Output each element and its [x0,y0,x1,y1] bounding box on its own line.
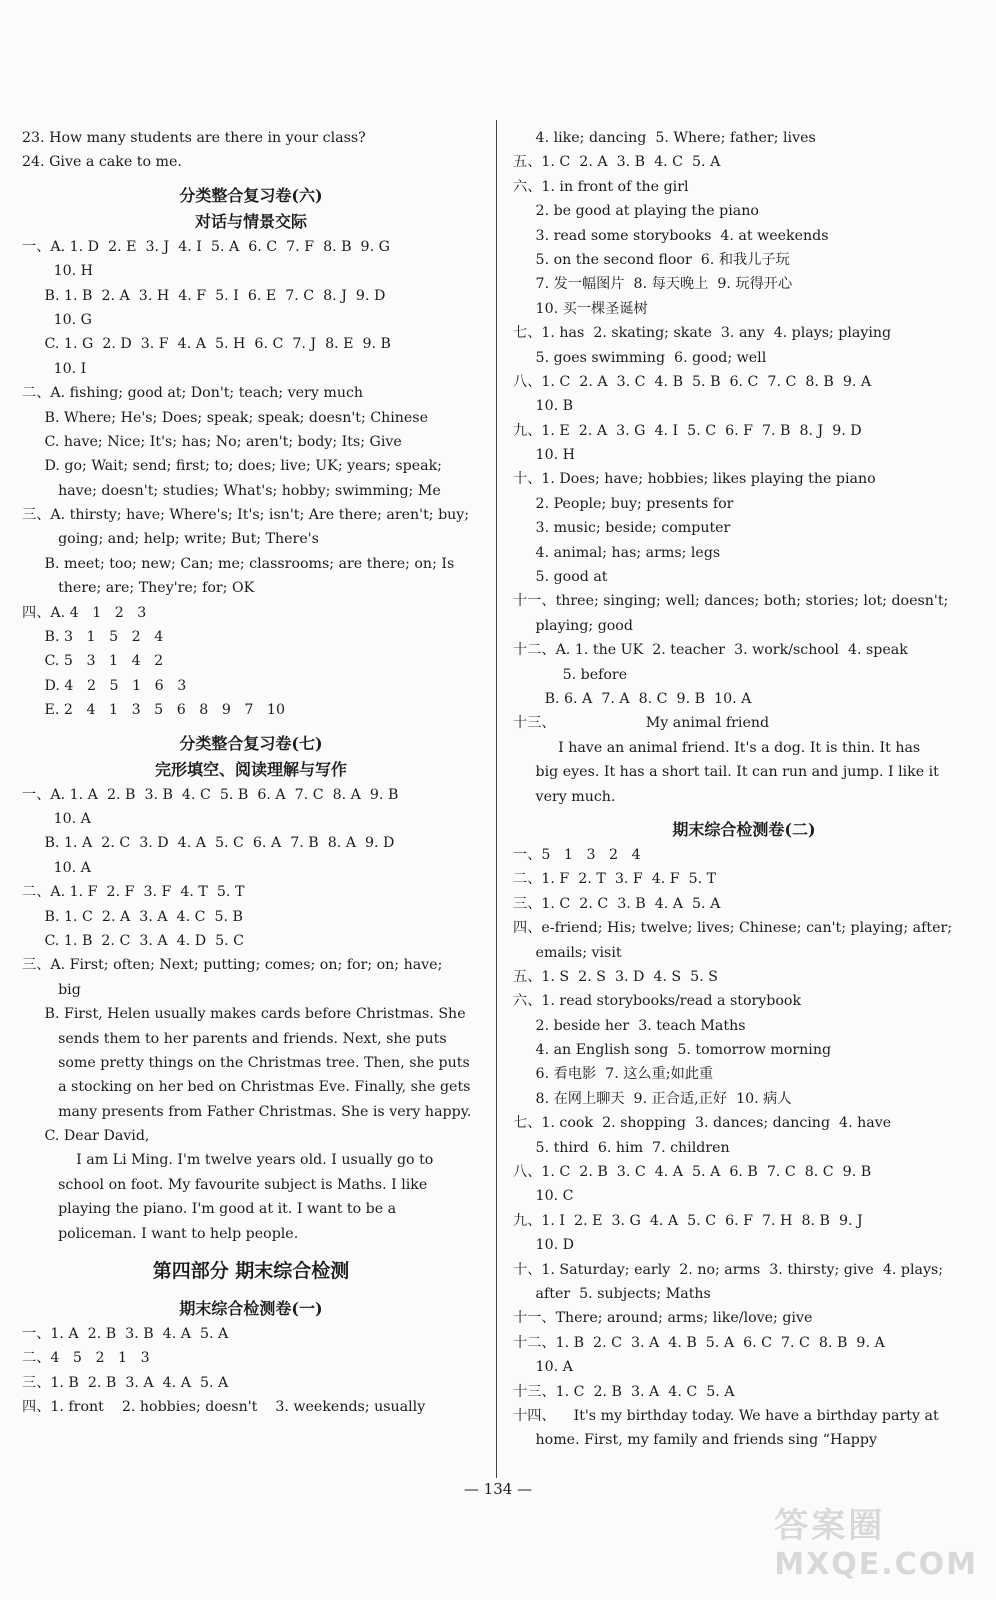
answer-line: after 5. subjects; Maths [513,1285,711,1302]
answer-line: playing; good [513,617,633,634]
answer-line: a stocking on her bed on Christmas Eve. Finally, she gets [22,1079,471,1096]
spacer [22,1246,480,1254]
answer-line: 10. C [513,1188,574,1205]
answer-line: 2. beside her 3. teach Maths [513,1017,746,1034]
answer-line: 5. good at [513,569,608,586]
answer-line: B. 1. B 2. A 3. H 4. F 5. I 6. E 7. C 8. J 9. D [22,287,386,304]
answer-line: 九、1. I 2. E 3. G 4. A 5. C 6. F 7. H 8. B 9. J [513,1212,863,1229]
answer-line: 六、1. in front of the girl [513,178,689,195]
answer-line: 三、1. B 2. B 3. A 4. A 5. A [22,1374,229,1391]
answer-line: 4. like; dancing 5. Where; father; lives [513,130,816,146]
answer-line: big eyes. It has a short tail. It can run and jump. I like it [513,764,939,781]
answer-line: 10. A [513,1359,573,1376]
answer-line: 二、1. F 2. T 3. F 4. F 5. T [513,871,717,888]
answer-line: C. Dear David, [22,1128,150,1145]
watermark-logo [774,1498,978,1582]
answer-line: 一、A. 1. A 2. B 3. B 4. C 5. B 6. A 7. C 8. A 9. B [22,786,399,803]
spacer [22,175,480,183]
answer-line: many presents from Father Christmas. She is very happy. [22,1103,472,1120]
answer-line: 4. animal; has; arms; legs [513,544,721,561]
answer-line: 八、1. C 2. A 3. C 4. B 5. B 6. C 7. C 8. B 9. A [513,373,872,390]
answer-line: 十三、 My animal friend [513,715,770,732]
answer-line: 2. People; buy; presents for [513,495,734,512]
answer-line: school on foot. My favourite subject is Maths. I like [22,1176,428,1193]
answer-line: 10. 买一棵圣诞树 [513,300,648,317]
answer-line: B. meet; too; new; Can; me; classrooms; are there; on; Is [22,555,455,572]
answer-line: 2. be good at playing the piano [513,203,759,220]
answer-line: 3. read some storybooks 4. at weekends [513,227,829,244]
answer-line: 6. 看电影 7. 这么重;如此重 [513,1066,714,1083]
answer-line: sends them to her parents and friends. Next, she puts [22,1030,447,1047]
answer-line: 三、1. C 2. C 3. B 4. A 5. A [513,895,721,912]
answer-line: 10. I [22,360,87,377]
answer-line: 十三、1. C 2. B 3. A 4. C 5. A [513,1383,735,1400]
answer-line: 七、1. has 2. skating; skate 3. any 4. plays; playing [513,325,892,342]
answer-line: 十二、1. B 2. C 3. A 4. B 5. A 6. C 7. C 8. B 9. A [513,1334,885,1351]
section-heading: 对话与情景交际 [194,211,307,231]
answer-line: home. First, my family and friends sing “Happy [513,1432,877,1449]
answer-line: D. go; Wait; send; first; to; does; live; UK; years; speak; [22,458,442,475]
answer-line: 10. A [22,859,91,876]
page-number: — 134 — [463,1480,533,1498]
watermark-top: 答案圈 [774,1506,886,1546]
answer-line: 三、A. thirsty; have; Where's; It's; isn't; Are there; aren't; buy; [22,507,470,524]
section-heading: 期末综合检测卷(二) [672,819,816,839]
spacer [22,723,480,731]
answer-line: C. 1. B 2. C 3. A 4. D 5. C [22,932,244,949]
answer-line: 五、1. C 2. A 3. B 4. C 5. A [513,154,721,171]
answer-line: I have an animal friend. It's a dog. It is thin. It has [513,739,921,756]
answer-line: 十四、 It's my birthday today. We have a birthday party at [513,1407,939,1424]
left-column [22,126,480,1420]
answer-line: B. 1. C 2. A 3. A 4. C 5. B [22,908,243,925]
section-heading: 完形填空、阅读理解与写作 [154,759,347,779]
answer-line: 十、1. Saturday; early 2. no; arms 3. thirsty; give 4. plays; [513,1261,944,1278]
answer-line: 二、4 5 2 1 3 [22,1350,150,1367]
answer-line: 四、e-friend; His; twelve; lives; Chinese; can't; playing; after; [513,920,953,937]
answer-line: 5. on the second floor 6. 和我儿子玩 [513,251,790,268]
answer-line: 4. an English song 5. tomorrow morning [513,1042,832,1059]
answer-line: 23. How many students are there in your class? [22,130,366,146]
answer-line: policeman. I want to help people. [22,1225,299,1242]
answer-line: 10. A [22,810,91,827]
answer-line: 二、A. 1. F 2. F 3. F 4. T 5. T [22,884,245,901]
answer-line: 10. D [513,1237,574,1254]
answer-line: 七、1. cook 2. shopping 3. dances; dancing 4. have [513,1115,892,1132]
right-column [513,126,975,1453]
answer-line: 5. goes swimming 6. good; well [513,349,767,366]
answer-line: 10. B [513,398,574,415]
section-heading: 分类整合复习卷(六) [179,185,323,205]
answer-line: 十二、A. 1. the UK 2. teacher 3. work/school 4. speak [513,642,908,659]
answer-line: 四、1. front 2. hobbies; doesn't 3. weekends; usually [22,1399,426,1416]
answer-line: some pretty things on the Christmas tree. Then, she puts [22,1054,470,1071]
section-heading: 分类整合复习卷(七) [179,733,323,753]
answer-line: 十一、There; around; arms; like/love; give [513,1310,813,1327]
spacer [513,809,975,817]
answer-line: 8. 在网上聊天 9. 正合适,正好 10. 病人 [513,1090,792,1107]
answer-line: emails; visit [513,944,622,961]
answer-line: there; are; They're; for; OK [22,580,255,597]
answer-line: B. 1. A 2. C 3. D 4. A 5. C 6. A 7. B 8. A 9. D [22,835,395,852]
answer-line: 八、1. C 2. B 3. C 4. A 5. A 6. B 7. C 8. C 9. B [513,1164,872,1181]
answer-line: 四、A. 4 1 2 3 [22,604,147,621]
answer-line: 五、1. S 2. S 3. D 4. S 5. S [513,968,718,985]
answer-line: 10. H [513,447,575,464]
answer-line: going; and; help; write; But; There's [22,531,319,548]
answer-line: 5. before [513,666,628,683]
answer-line: C. 1. G 2. D 3. F 4. A 5. H 6. C 7. J 8. E 9. B [22,336,391,353]
answer-line: C. have; Nice; It's; has; No; aren't; body; Its; Give [22,433,402,450]
answer-line: 3. music; beside; computer [513,520,731,537]
answer-line: D. 4 2 5 1 6 3 [22,677,187,694]
part-heading: 第四部分 期末综合检测 [152,1260,350,1283]
spacer [22,1288,480,1296]
answer-line: B. Where; He's; Does; speak; speak; doesn't; Chinese [22,409,428,426]
answer-line: C. 5 3 1 4 2 [22,653,164,670]
answer-line: 5. third 6. him 7. children [513,1139,730,1156]
answer-line: 10. H [22,263,94,280]
answer-line: playing the piano. I'm good at it. I want to be a [22,1201,397,1218]
answer-line: 24. Give a cake to me. [22,154,182,171]
answer-line: 十、1. Does; have; hobbies; likes playing the piano [513,471,876,488]
answer-line: B. First, Helen usually makes cards before Christmas. She [22,1006,466,1023]
answer-line: very much. [513,788,616,805]
answer-line: have; doesn't; studies; What's; hobby; swimming; Me [22,482,441,499]
answer-line: 一、1. A 2. B 3. B 4. A 5. A [22,1326,229,1343]
answer-line: B. 3 1 5 2 4 [22,629,164,646]
answer-line: 三、A. First; often; Next; putting; comes; on; for; on; have; [22,957,443,974]
answer-line: 六、1. read storybooks/read a storybook [513,993,802,1010]
answer-line: 一、A. 1. D 2. E 3. J 4. I 5. A 6. C 7. F 8. B 9. G [22,238,390,255]
section-heading: 期末综合检测卷(一) [179,1299,323,1319]
answer-line: B. 6. A 7. A 8. C 9. B 10. A [513,690,752,707]
answer-line: 九、1. E 2. A 3. G 4. I 5. C 6. F 7. B 8. J 9. D [513,422,862,439]
answer-line: big [22,981,81,998]
answer-line: 十一、three; singing; well; dances; both; stories; lot; doesn't; [513,593,949,610]
answer-line: E. 2 4 1 3 5 6 8 9 7 10 [22,702,285,719]
answer-line: 二、A. fishing; good at; Don't; teach; very much [22,385,364,402]
watermark-bottom: MXQE.COM [774,1547,978,1582]
answer-line: I am Li Ming. I'm twelve years old. I usually go to [22,1152,434,1169]
answer-line: 10. G [22,311,92,328]
column-divider [496,120,497,1478]
answer-line: 7. 发一幅图片 8. 每天晚上 9. 玩得开心 [513,276,793,293]
answer-line: 一、5 1 3 2 4 [513,846,641,863]
